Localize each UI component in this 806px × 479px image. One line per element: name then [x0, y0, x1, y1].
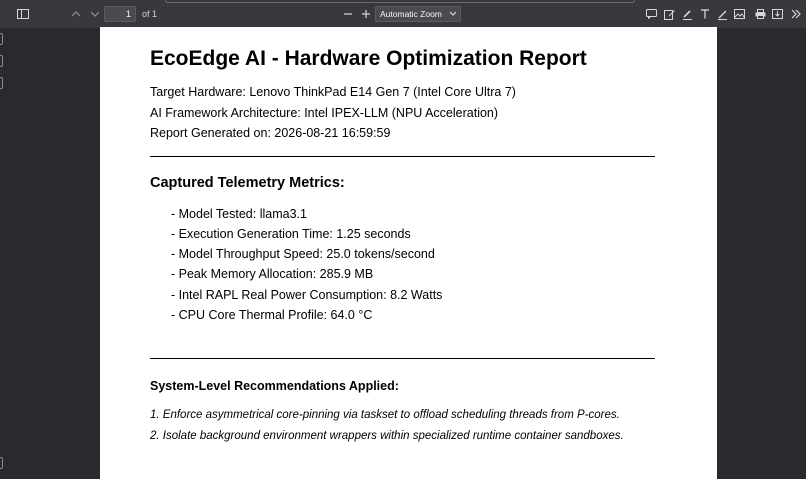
left-edge-tabs	[0, 0, 3, 479]
zoom-in-icon[interactable]	[356, 6, 376, 22]
metric-item: - Peak Memory Allocation: 285.9 MB	[171, 267, 374, 281]
metrics-heading: Captured Telemetry Metrics:	[150, 175, 345, 191]
edge-tab[interactable]	[0, 457, 3, 469]
edge-tab[interactable]	[0, 55, 3, 67]
image-icon[interactable]	[729, 6, 749, 22]
sidebar-toggle-icon[interactable]	[13, 6, 33, 22]
page-count: of 1	[142, 9, 158, 19]
section-divider	[150, 156, 655, 157]
previous-page-icon[interactable]	[66, 6, 86, 22]
recommendation-item: 1. Enforce asymmetrical core-pinning via taskset to offload scheduling threads from P-cores.	[150, 409, 620, 421]
edge-tab[interactable]	[0, 33, 3, 45]
metric-item: - Model Tested: llama3.1	[171, 207, 307, 221]
metric-item: - Intel RAPL Real Power Consumption: 8.2 Watts	[171, 288, 443, 302]
framework-line: AI Framework Architecture: Intel IPEX-LLM (NPU Acceleration)	[150, 106, 499, 120]
zoom-select[interactable]	[375, 6, 461, 22]
metric-item: - Model Throughput Speed: 25.0 tokens/second	[171, 247, 435, 261]
pdf-toolbar	[0, 0, 806, 28]
next-page-icon[interactable]	[85, 6, 105, 22]
comment-icon[interactable]	[641, 6, 661, 22]
find-bar-edge	[165, 0, 635, 3]
metric-item: - Execution Generation Time: 1.25 seconds	[171, 227, 411, 241]
page-number-input[interactable]	[104, 6, 136, 22]
zoom-select-label: Automatic Zoom	[380, 9, 442, 19]
generated-date-line: Report Generated on: 2026-08-21 16:59:59	[150, 126, 391, 140]
zoom-out-icon[interactable]	[338, 6, 358, 22]
report-title: EcoEdge AI - Hardware Optimization Report	[150, 47, 587, 70]
recommendation-item: 2. Isolate background environment wrappers within specialized runtime container sandboxes.	[150, 430, 624, 442]
pdf-page	[100, 27, 717, 479]
metric-item: - CPU Core Thermal Profile: 64.0 °C	[171, 308, 373, 322]
signature-icon[interactable]	[659, 6, 679, 22]
section-divider	[150, 358, 655, 359]
more-tools-icon[interactable]	[786, 6, 806, 22]
chevron-down-icon	[446, 10, 460, 19]
highlight-icon[interactable]	[677, 6, 697, 22]
target-hardware-line: Target Hardware: Lenovo ThinkPad E14 Gen 7 (Intel Core Ultra 7)	[150, 85, 516, 99]
edge-tab[interactable]	[0, 77, 3, 89]
save-icon[interactable]	[767, 6, 787, 22]
recommendations-heading: System-Level Recommendations Applied:	[150, 379, 399, 393]
